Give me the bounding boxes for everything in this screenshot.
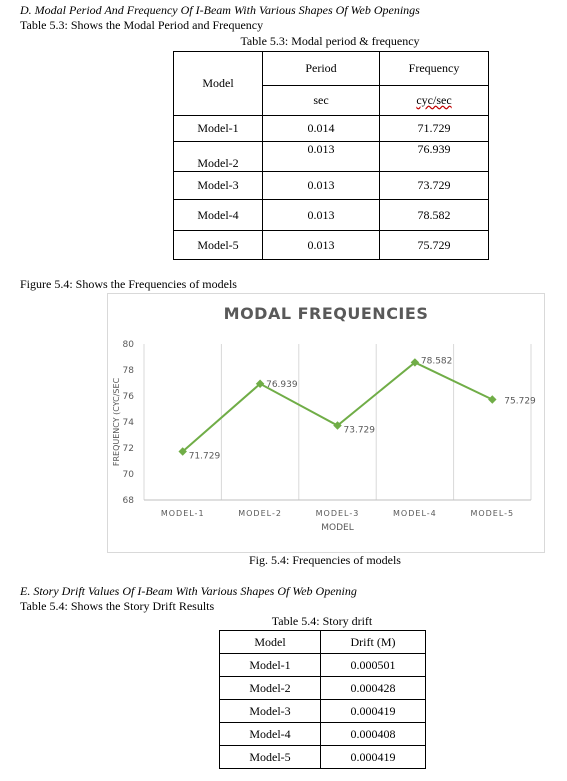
cell-model: Model-5 — [220, 746, 321, 769]
cell-model: Model-3 — [220, 700, 321, 723]
modal-period-frequency-table — [173, 51, 489, 260]
y-tick-label: 80 — [122, 340, 134, 350]
cell-model: Model-1 — [220, 654, 321, 677]
story-drift-table — [219, 630, 426, 769]
cell-period: 0.013 — [263, 172, 380, 200]
unit-period: sec — [263, 86, 380, 116]
y-tick-label: 76 — [122, 392, 134, 402]
y-tick-label: 70 — [122, 470, 134, 480]
table-row — [220, 746, 426, 769]
data-label: 78.582 — [420, 356, 453, 367]
cell-drift: 0.000428 — [321, 677, 426, 700]
frequency-series-line — [183, 362, 493, 451]
cell-model: Model-2 — [174, 142, 263, 172]
header-model: Model — [220, 631, 321, 654]
table-row — [174, 142, 489, 172]
header-period: Period — [263, 52, 380, 86]
cell-period: 0.013 — [263, 200, 380, 231]
modal-frequencies-chart — [107, 293, 545, 553]
data-label: 71.729 — [188, 451, 221, 462]
cell-frequency: 73.729 — [380, 172, 489, 200]
table-row — [220, 654, 426, 677]
y-tick-label: 72 — [122, 444, 134, 454]
data-label: 75.729 — [504, 396, 536, 407]
cell-model: Model-2 — [220, 677, 321, 700]
unit-frequency: cyc/sec — [380, 86, 489, 116]
table-row — [174, 231, 489, 260]
x-tick-label: MODEL-1 — [160, 509, 205, 518]
section-e-heading: E. Story Drift Values Of I-Beam With Various Shapes Of Web Opening — [20, 584, 357, 598]
cell-period: 0.013 — [263, 231, 380, 260]
chart-plot — [108, 294, 544, 552]
table-row — [174, 172, 489, 200]
table-row — [220, 677, 426, 700]
cell-model: Model-4 — [174, 200, 263, 231]
cell-drift: 0.000501 — [321, 654, 426, 677]
data-point-marker — [488, 395, 496, 403]
cell-drift: 0.000419 — [321, 700, 426, 723]
x-tick-label: MODEL-3 — [315, 509, 360, 518]
x-tick-label: MODEL-4 — [393, 509, 437, 518]
data-label: 73.729 — [343, 425, 375, 436]
table-row — [174, 116, 489, 142]
data-label: 76.939 — [266, 379, 298, 390]
table-5-4-intro: Table 5.4: Shows the Story Drift Results — [20, 599, 215, 613]
cell-model: Model-1 — [174, 116, 263, 142]
header-frequency: Frequency — [380, 52, 489, 86]
header-drift: Drift (M) — [321, 631, 426, 654]
figure-5-4-intro: Figure 5.4: Shows the Frequencies of models — [20, 277, 237, 291]
x-tick-label: MODEL-2 — [238, 509, 282, 518]
table-5-3-intro: Table 5.3: Shows the Modal Period and Frequency — [20, 18, 264, 32]
cell-model: Model-4 — [220, 723, 321, 746]
cell-model: Model-3 — [174, 172, 263, 200]
cell-drift: 0.000408 — [321, 723, 426, 746]
x-axis-title: MODEL — [321, 523, 354, 533]
section-d-heading: D. Modal Period And Frequency Of I-Beam With Various Shapes Of Web Openings — [20, 3, 420, 17]
header-model: Model — [174, 52, 263, 116]
cell-drift: 0.000419 — [321, 746, 426, 769]
cell-period: 0.013 — [263, 142, 380, 172]
y-tick-label: 74 — [122, 418, 134, 428]
cell-frequency: 71.729 — [380, 116, 489, 142]
y-axis-title: FREQUENCY (CYC/SEC — [112, 377, 121, 467]
table-5-4-caption: Table 5.4: Story drift — [271, 614, 373, 628]
cell-frequency: 75.729 — [380, 231, 489, 260]
table-row — [174, 200, 489, 231]
cell-frequency: 78.582 — [380, 200, 489, 231]
table-row — [220, 723, 426, 746]
table-row — [220, 700, 426, 723]
table-5-3-caption: Table 5.3: Modal period & frequency — [240, 34, 420, 48]
cell-model: Model-5 — [174, 231, 263, 260]
cell-period: 0.014 — [263, 116, 380, 142]
cell-frequency: 76.939 — [380, 142, 489, 172]
y-tick-label: 78 — [122, 366, 134, 376]
x-tick-label: MODEL-5 — [470, 509, 515, 518]
chart-title: MODAL FREQUENCIES — [223, 304, 429, 323]
figure-5-4-caption: Fig. 5.4: Frequencies of models — [249, 553, 401, 567]
y-tick-label: 68 — [122, 496, 134, 506]
